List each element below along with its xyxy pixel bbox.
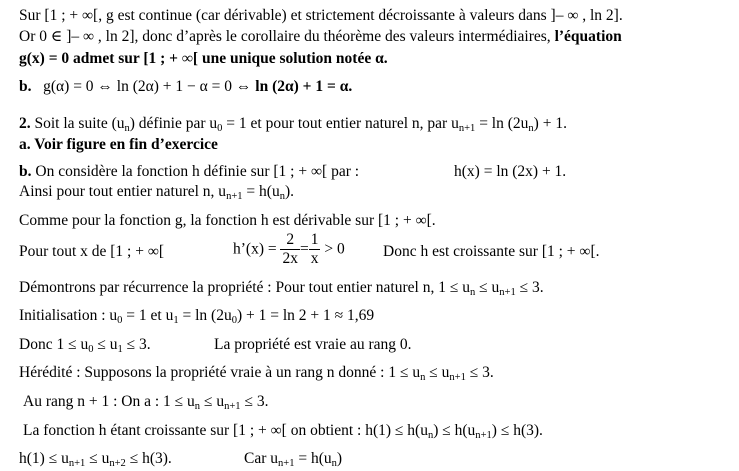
line-16 bbox=[23, 423, 543, 439]
sub-n: n bbox=[528, 122, 534, 134]
line-5-t5: ) + 1. bbox=[533, 115, 567, 132]
fraction-1-over-x bbox=[309, 232, 321, 266]
line-16-t2: ) ≤ h(u bbox=[433, 422, 476, 439]
line-11 bbox=[19, 280, 544, 296]
sub-0: 0 bbox=[88, 343, 94, 355]
line-6 bbox=[19, 137, 218, 153]
sub-0: 0 bbox=[217, 122, 223, 134]
sub-n1: n+1 bbox=[499, 286, 516, 298]
sub-n: n bbox=[427, 429, 434, 441]
line-7-text: On considère la fonction h définie sur [1 ; + ∞[ par : bbox=[31, 163, 360, 180]
line-10-text: Pour tout x de [1 ; + ∞[ bbox=[19, 243, 165, 260]
equals-sign: = bbox=[299, 240, 309, 258]
line-17-t3: ≤ h(3). bbox=[125, 450, 172, 467]
line-14-t2: ≤ u bbox=[425, 364, 450, 381]
line-12-t3: = ln (2u bbox=[178, 307, 232, 324]
line-4-label: b. bbox=[19, 78, 32, 95]
sub-n1: n+1 bbox=[224, 400, 241, 412]
line-5-t2: ) définie par u bbox=[129, 115, 218, 132]
sub-n1: n+1 bbox=[278, 457, 295, 469]
line-15 bbox=[23, 394, 268, 410]
line-16-t1: La fonction h étant croissante sur [1 ; + ∞[ on obtient : h(1) ≤ h(u bbox=[23, 422, 428, 439]
fraction-2-over-2x bbox=[280, 232, 300, 266]
line-13-conclusion: La propriété est vraie au rang 0. bbox=[214, 336, 412, 353]
line-7-formula bbox=[454, 164, 566, 180]
line-5 bbox=[19, 116, 567, 132]
line-4 bbox=[19, 79, 352, 95]
sub-1: 1 bbox=[173, 314, 179, 326]
line-15-t1: Au rang n + 1 : On a : 1 ≤ u bbox=[23, 393, 195, 410]
line-16-t3: ) ≤ h(3). bbox=[491, 422, 543, 439]
line-8 bbox=[19, 184, 294, 200]
line-14-t1: Hérédité : Supposons la propriété vraie à un rang n donné : 1 ≤ u bbox=[19, 364, 421, 381]
line-3-text: g(x) = 0 admet sur [1 ; + ∞[ une unique solution notée α. bbox=[19, 50, 388, 67]
sub-0: 0 bbox=[231, 314, 237, 326]
line-12 bbox=[19, 308, 374, 324]
sub-n1: n+1 bbox=[68, 457, 86, 469]
line-2 bbox=[19, 29, 622, 45]
line-5-t1: Soit la suite (u bbox=[30, 115, 125, 132]
line-5-label: 2. bbox=[19, 115, 31, 132]
line-17-t2: ≤ u bbox=[85, 450, 110, 467]
line-10-formula bbox=[233, 232, 345, 266]
fraction-2-numerator: 1 bbox=[310, 231, 319, 248]
line-13-t3: ≤ 3. bbox=[122, 336, 151, 353]
line-11-t1: Démontrons par récurrence la propriété : Pour tout entier naturel n, 1 ≤ u bbox=[19, 279, 470, 296]
line-7-label: b. bbox=[19, 163, 32, 180]
line-8-t2: = h(u bbox=[242, 183, 280, 200]
line-17-t1: h(1) ≤ u bbox=[19, 450, 69, 467]
sub-n1: n+1 bbox=[226, 190, 243, 202]
line-4-text: g(α) = 0 ⇔ ln (2α) + 1 − α = 0 ⇔ bbox=[43, 78, 256, 95]
greater-than-zero: > 0 bbox=[324, 240, 345, 258]
line-7 bbox=[19, 164, 359, 180]
fraction-1-numerator: 2 bbox=[280, 232, 300, 250]
sub-n: n bbox=[469, 286, 476, 298]
line-12-t4: ) + 1 = ln 2 + 1 ≈ 1,69 bbox=[236, 307, 375, 324]
line-17 bbox=[19, 451, 172, 467]
sub-n: n bbox=[124, 122, 130, 134]
line-17-b bbox=[244, 451, 342, 467]
sub-n: n bbox=[420, 371, 426, 383]
line-14-t3: ≤ 3. bbox=[465, 364, 494, 381]
line-10-a bbox=[19, 244, 164, 260]
line-13-t2: ≤ u bbox=[93, 336, 118, 353]
line-13-t1: Donc 1 ≤ u bbox=[19, 336, 89, 353]
line-5-t4: = ln (2u bbox=[475, 115, 529, 132]
line-10-b bbox=[383, 244, 600, 260]
line-3 bbox=[19, 51, 388, 67]
line-2-bold: l’équation bbox=[554, 28, 622, 45]
h-prime: h’(x) = bbox=[233, 240, 277, 258]
sub-n: n bbox=[194, 400, 201, 412]
fraction-2-denominator: x bbox=[310, 249, 319, 267]
sub-1: 1 bbox=[117, 343, 123, 355]
sub-n1: n+1 bbox=[458, 122, 476, 134]
line-11-t3: ≤ 3. bbox=[515, 279, 544, 296]
line-12-t1: Initialisation : u bbox=[19, 307, 118, 324]
line-8-t1: Ainsi pour tout entier naturel n, u bbox=[19, 183, 227, 200]
line-5-t3: = 1 et pour tout entier naturel n, par u bbox=[222, 115, 459, 132]
line-14 bbox=[19, 365, 494, 381]
line-9 bbox=[19, 213, 436, 229]
line-17-t5: = h(u bbox=[294, 450, 332, 467]
line-8-t3: ). bbox=[284, 183, 295, 200]
fraction-1-denominator: 2x bbox=[282, 249, 298, 267]
sub-n: n bbox=[331, 457, 337, 469]
line-7-h-def: h(x) = ln (2x) + 1. bbox=[454, 163, 567, 180]
line-6-text: a. Voir figure en fin d’exercice bbox=[19, 136, 218, 153]
line-13 bbox=[19, 337, 151, 353]
line-11-t2: ≤ u bbox=[475, 279, 500, 296]
line-17-t6: ) bbox=[336, 450, 343, 467]
line-13-b bbox=[214, 337, 412, 353]
line-4-bold: ln (2α) + 1 = α. bbox=[255, 78, 353, 95]
sub-n1: n+1 bbox=[475, 429, 492, 441]
line-9-text: Comme pour la fonction g, la fonction h est dérivable sur [1 ; + ∞[. bbox=[19, 212, 436, 229]
line-12-t2: = 1 et u bbox=[122, 307, 174, 324]
line-1 bbox=[19, 8, 623, 24]
sub-n: n bbox=[279, 190, 285, 202]
line-1-text: Sur [1 ; + ∞[, g est continue (car dérivable) et strictement décroissante à valeurs dans ]– ∞ , ln 2]. bbox=[19, 7, 623, 24]
line-15-t3: ≤ 3. bbox=[240, 393, 269, 410]
sub-n1: n+1 bbox=[449, 371, 466, 383]
sub-0: 0 bbox=[117, 314, 123, 326]
line-10-conclusion: Donc h est croissante sur [1 ; + ∞[. bbox=[383, 243, 600, 260]
line-17-t4: Car u bbox=[244, 450, 279, 467]
line-15-t2: ≤ u bbox=[200, 393, 225, 410]
line-2-text: Or 0 ∈ ]– ∞ , ln 2], donc d’après le corollaire du théorème des valeurs intermédiaires, bbox=[19, 28, 555, 45]
sub-n2: n+2 bbox=[109, 457, 126, 469]
